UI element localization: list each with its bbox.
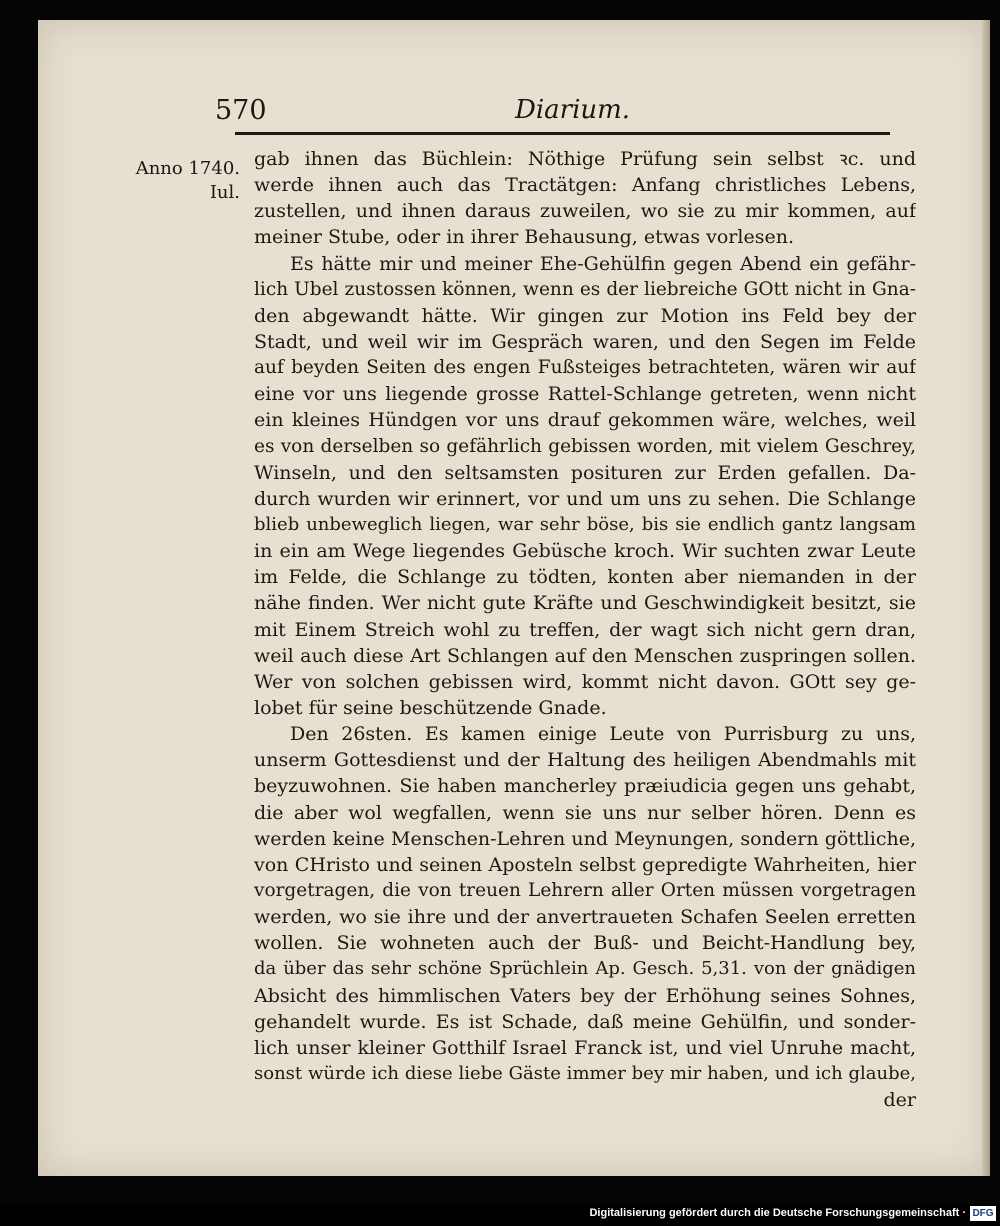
text-line: unserm Gottesdienst und der Haltung des heiligen Abendmahls mit xyxy=(254,749,916,772)
text-line: Es hätte mir und meiner Ehe-Gehülfin gegen Abend ein gefähr- xyxy=(290,252,916,275)
text-line: Den 26sten. Es kamen einige Leute von Purrisburg zu uns, xyxy=(290,723,916,746)
text-line: Absicht des himmlischen Vaters bey der Erhöhung seines Sohnes, xyxy=(254,984,916,1007)
text-line: von CHristo und seinen Aposteln selbst gepredigte Wahrheiten, hier xyxy=(254,853,916,876)
text-line: weil auch diese Art Schlangen auf den Menschen zuspringen sollen. xyxy=(254,644,916,667)
text-line: Stadt, und weil wir im Gespräch waren, und den Segen im Felde xyxy=(254,330,916,353)
page-header xyxy=(215,95,895,135)
text-line: blieb unbeweglich liegen, war sehr böse, bis sie endlich gantz langsam xyxy=(254,513,916,535)
margin-note-month: Iul. xyxy=(209,182,240,203)
text-line: auf beyden Seiten des engen Fußsteiges betrachteten, wären wir auf xyxy=(254,357,916,379)
text-line: wollen. Sie wohneten auch der Buß- und Beicht-Handlung bey, xyxy=(254,932,916,955)
text-line: da über das sehr schöne Sprüchlein Ap. Gesch. 5,31. von der gnädigen xyxy=(254,958,916,980)
text-line: lobet für seine beschützende Gnade. xyxy=(254,696,607,719)
text-line: Wer von solchen gebissen wird, kommt nicht davon. GOtt sey ge- xyxy=(254,670,916,693)
text-line: es von derselben so gefährlich gebissen worden, mit vielem Geschrey, xyxy=(254,435,916,457)
text-line: eine vor uns liegende grosse Rattel-Schlange getreten, wenn nicht xyxy=(254,383,916,406)
text-line: gehandelt wurde. Es ist Schade, daß meine Gehülfin, und sonder- xyxy=(254,1010,916,1033)
text-line: vorgetragen, die von treuen Lehrern aller Orten müssen vorgetragen xyxy=(254,879,916,901)
catchword: der xyxy=(883,1089,916,1112)
text-line: beyzuwohnen. Sie haben mancherley præiudicia gegen uns gehabt, xyxy=(254,775,916,798)
text-line: ein kleines Hündgen vor uns drauf gekommen wäre, welches, weil xyxy=(254,409,916,432)
header-rule xyxy=(235,132,890,135)
text-line: werden, wo sie ihre und der anvertraueten Schafen Seelen erretten xyxy=(254,906,916,929)
text-line: lich unser kleiner Gotthilf Israel Franck ist, und viel Unruhe macht, xyxy=(254,1036,916,1059)
text-line: mit Einem Streich wohl zu treffen, der wagt sich nicht gern dran, xyxy=(254,618,916,641)
text-line: in ein am Wege liegendes Gebüsche kroch. Wir suchten zwar Leute xyxy=(254,540,916,563)
funding-credit: Digitalisierung gefördert durch die Deutsche Forschungsgemeinschaft · xyxy=(589,1207,966,1219)
text-line: nähe finden. Wer nicht gute Kräfte und Geschwindigkeit besitzt, sie xyxy=(254,592,916,615)
text-line: werde ihnen auch das Tractätgen: Anfang christliches Lebens, xyxy=(254,174,916,197)
page-edge xyxy=(982,20,990,1176)
text-line: die aber wol wegfallen, wenn sie uns nur selber hören. Denn es xyxy=(254,801,916,824)
margin-note xyxy=(100,157,240,205)
text-line: sonst würde ich diese liebe Gäste immer bey mir haben, und ich glaube, xyxy=(254,1062,916,1084)
margin-note-year: Anno 1740. xyxy=(135,158,240,179)
text-line: meiner Stube, oder in ihrer Behausung, etwas vorlesen. xyxy=(254,226,794,249)
running-title: Diarium. xyxy=(515,95,631,125)
text-line: lich Ubel zustossen können, wenn es der liebreiche GOtt nicht in Gna- xyxy=(254,278,916,300)
body-text xyxy=(254,146,916,1113)
text-line: Winseln, und den seltsamsten posituren zur Erden gefallen. Da- xyxy=(254,461,916,484)
dfg-logo: DFG xyxy=(970,1206,996,1221)
text-line: werden keine Menschen-Lehren und Meynungen, sondern göttliche, xyxy=(254,827,916,850)
text-line: gab ihnen das Büchlein: Nöthige Prüfung sein selbst ꝛc. und xyxy=(254,148,916,170)
text-line: im Felde, die Schlange zu tödten, konten aber niemanden in der xyxy=(254,566,916,589)
text-line: durch wurden wir erinnert, vor und um uns zu sehen. Die Schlange xyxy=(254,487,916,510)
page-number: 570 xyxy=(215,95,267,126)
text-line: zustellen, und ihnen daraus zuweilen, wo sie zu mir kommen, auf xyxy=(254,200,916,223)
text-line: den abgewandt hätte. Wir gingen zur Motion ins Feld bey der xyxy=(254,304,916,327)
